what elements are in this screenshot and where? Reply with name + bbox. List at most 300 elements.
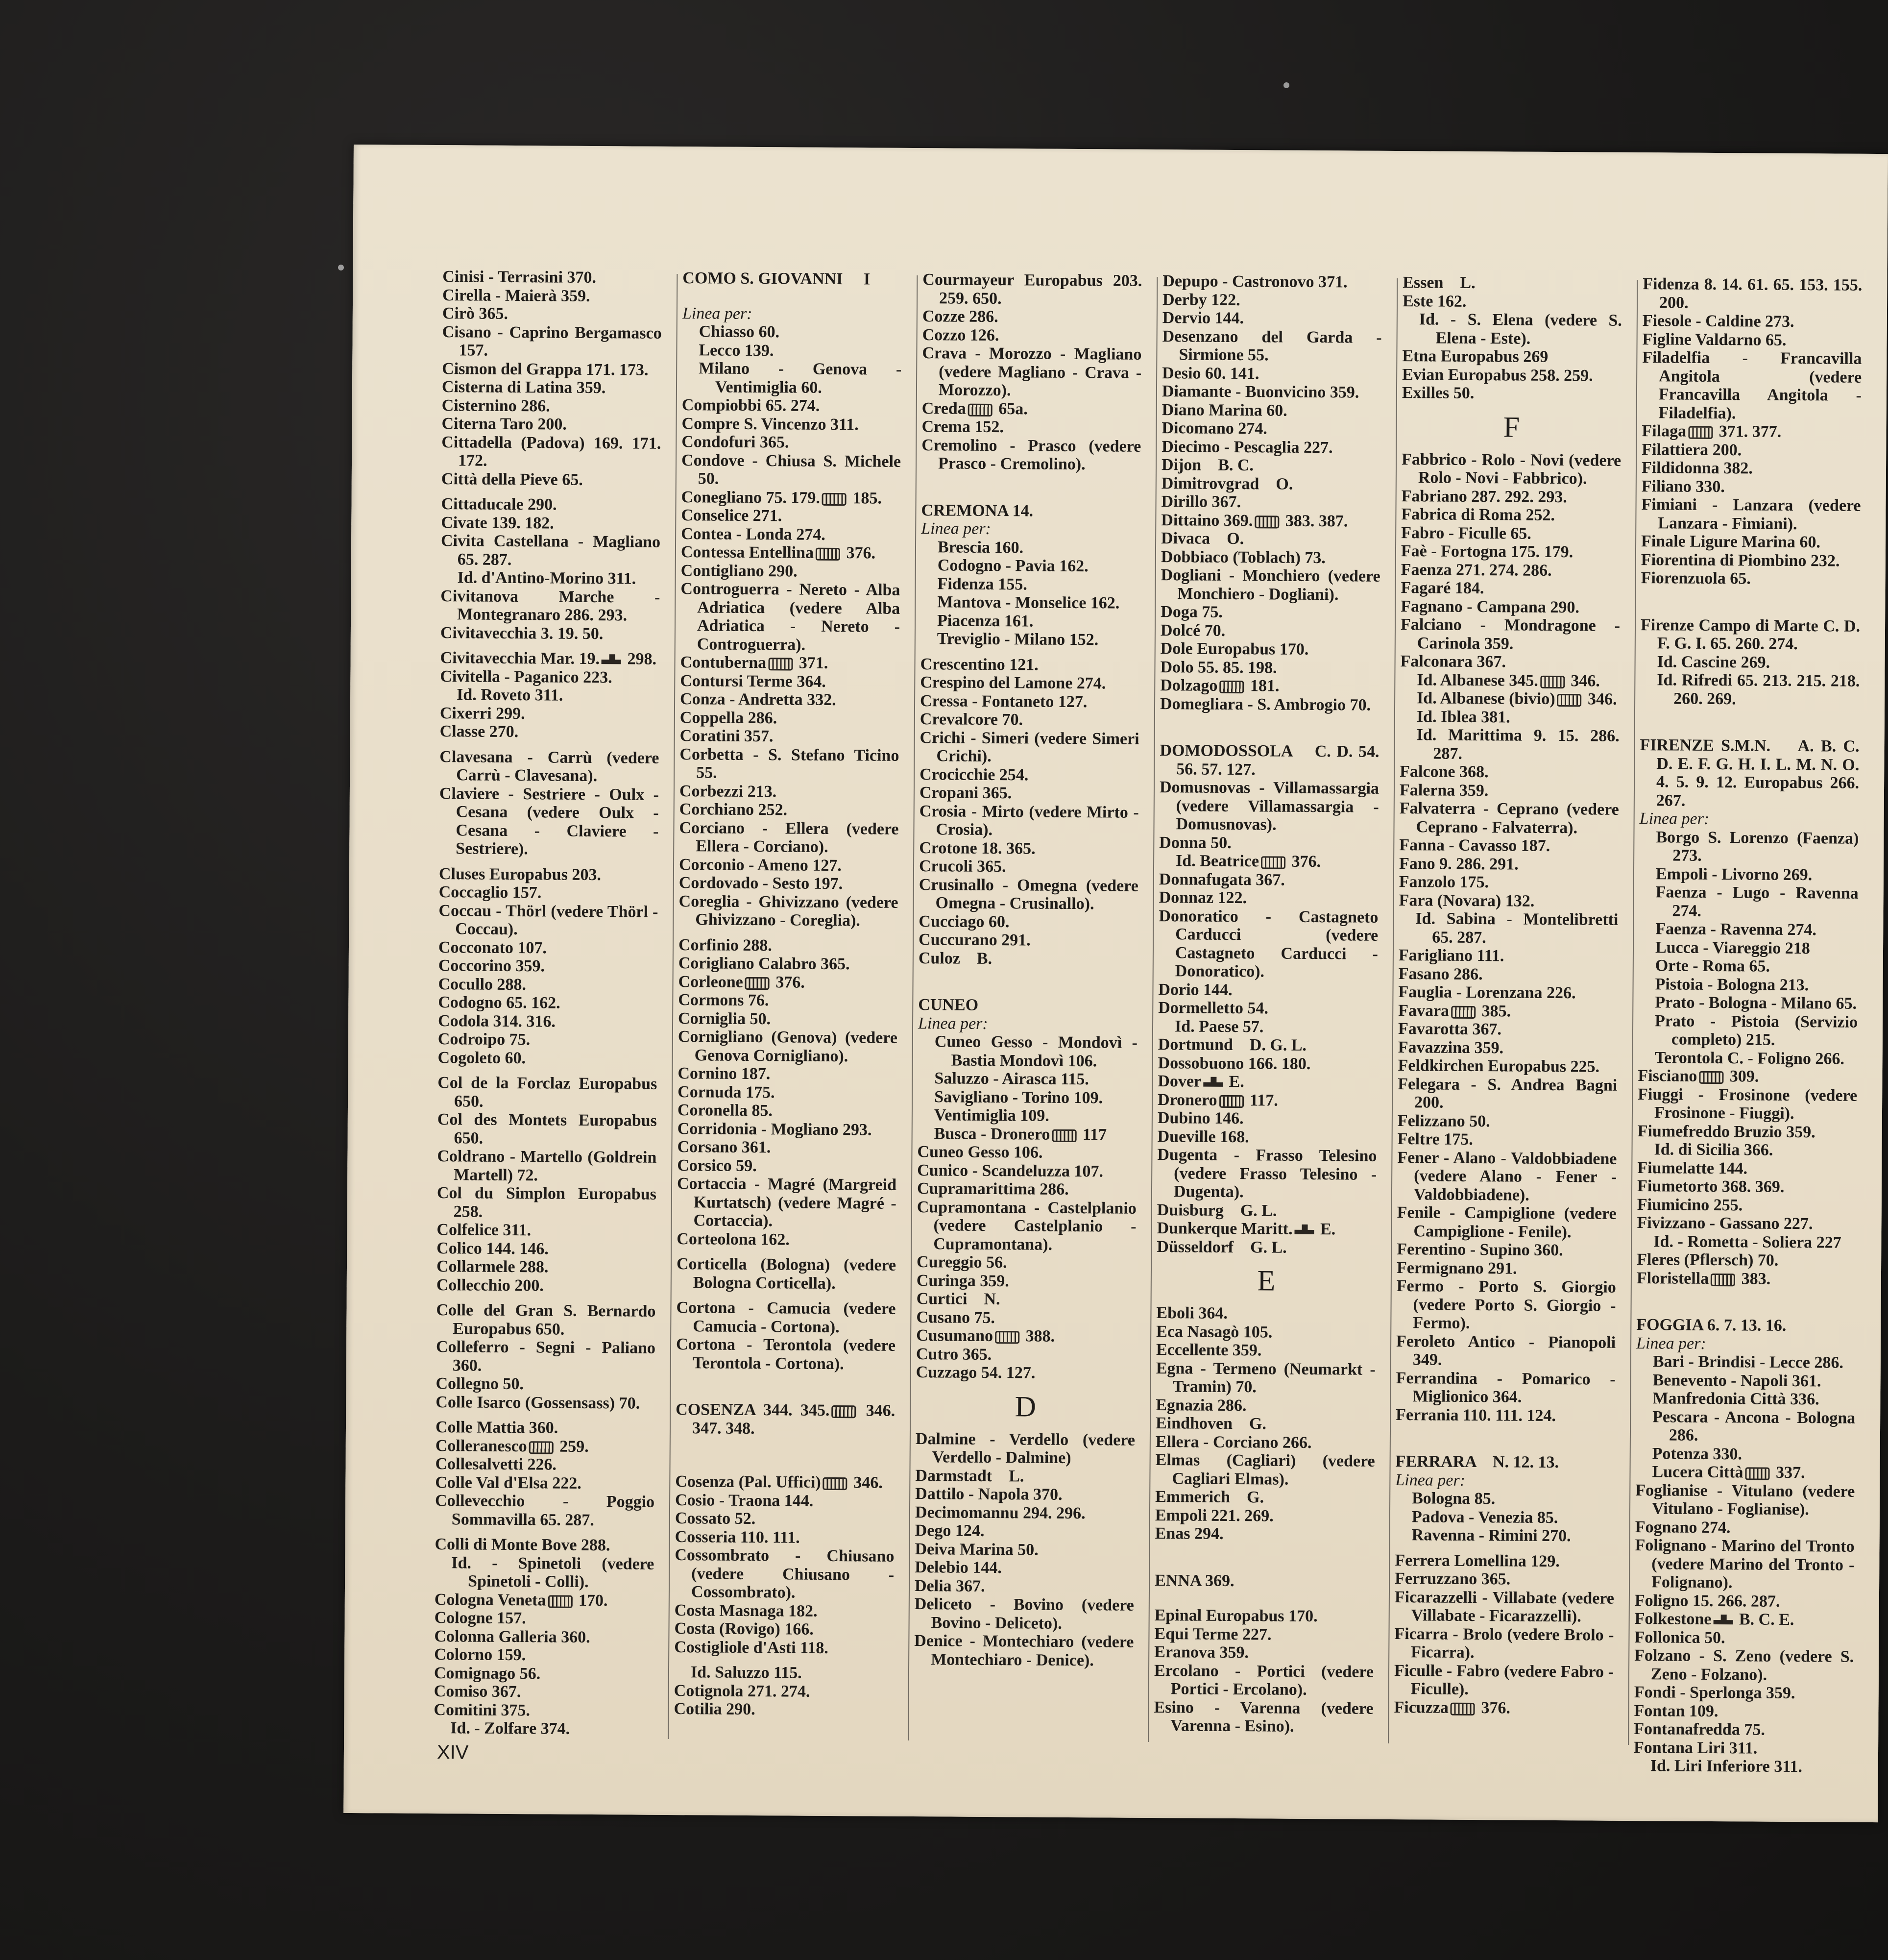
entry-text: Ventimiglia 109.	[934, 1106, 1049, 1125]
entry-text: Milano - Genova - Ventimiglia 60.	[699, 359, 906, 397]
bus-icon	[1219, 681, 1244, 693]
entry-text: Fontan 109.	[1634, 1701, 1719, 1720]
index-entry	[1639, 920, 1858, 939]
entry-text: Cuccurano 291.	[918, 931, 1031, 950]
index-entry	[920, 655, 1139, 675]
index-entry	[438, 975, 657, 995]
bus-icon	[1557, 694, 1581, 707]
entry-text: Dover	[1158, 1072, 1202, 1091]
bus-icon	[831, 1405, 856, 1418]
index-entry	[1159, 870, 1379, 890]
entry-text: Piacenza 161.	[937, 611, 1034, 630]
index-entry	[434, 1701, 653, 1720]
entry-text: Fabbrico - Rolo - Novi (vedere Rolo - Novi - Fabbrico).	[1402, 450, 1625, 488]
index-entry	[917, 1253, 1136, 1273]
entry-text: Mantova - Monselice 162.	[937, 593, 1120, 612]
index-entry	[1635, 1481, 1859, 1519]
index-entry	[435, 1455, 654, 1474]
index-entry	[439, 865, 658, 884]
index-entry	[442, 268, 662, 287]
entry-text: Cocconato 107.	[438, 938, 547, 957]
entry-text: Folzano - S. Zeno (vedere S. Zeno - Folzano).	[1634, 1646, 1858, 1684]
index-entry	[918, 1069, 1137, 1089]
entry-text: Treviglio - Milano 152.	[937, 630, 1099, 649]
index-entry	[439, 747, 663, 786]
entry-text: Padova - Venezia 85.	[1411, 1507, 1558, 1527]
index-entry	[1156, 1396, 1375, 1416]
index-entry	[1637, 1159, 1857, 1178]
index-entry	[920, 673, 1139, 693]
index-entry	[438, 901, 663, 940]
entry-text: Corbezzi 213.	[679, 782, 777, 801]
index-entry	[1159, 906, 1383, 982]
entry-text: Crotone 18. 365.	[919, 838, 1036, 858]
entry-text: Pescara - Ancona - Bologna 286.	[1652, 1407, 1860, 1445]
entry-text: Collarmele 288.	[436, 1257, 549, 1276]
entry-tail: 65a.	[994, 399, 1028, 418]
index-entry	[1642, 459, 1861, 478]
entry-text: Contursi Terme 364.	[680, 671, 826, 691]
index-entry	[1394, 1661, 1618, 1700]
index-entry	[1640, 671, 1864, 709]
index-entry	[441, 470, 661, 490]
line-label	[918, 1014, 1138, 1034]
entry-text: Colle Val d'Elsa 222.	[435, 1473, 581, 1493]
entry-text: Bologna 85.	[1412, 1489, 1496, 1508]
entry-text: Cisterna di Latina 359.	[441, 378, 606, 397]
entry-text: Cogoleto 60.	[437, 1048, 526, 1067]
entry-text: Filadelfia - Francavilla Angitola (vedere Francavilla Angitola - Filadelfia).	[1642, 348, 1866, 422]
index-entry	[919, 912, 1138, 932]
entry-text: Doga 75.	[1161, 603, 1223, 621]
ship-icon	[1294, 1224, 1314, 1237]
entry-text: Este 162.	[1402, 292, 1467, 311]
index-entry	[1642, 441, 1861, 460]
entry-text: Faè - Fortogna 175. 179.	[1401, 542, 1573, 562]
index-entry	[915, 1503, 1135, 1523]
entry-text: Dalmine - Verdello (vedere Verdello - Dalmine)	[915, 1429, 1139, 1467]
entry-text: Brescia 160.	[937, 538, 1024, 557]
entry-text: Crichi - Simeri (vedere Simeri Crichi).	[920, 728, 1144, 765]
index-entry	[1397, 1240, 1616, 1260]
section-letter: E	[1257, 1264, 1276, 1297]
index-entry	[1396, 1406, 1615, 1425]
entry-text: Comitini 375.	[434, 1700, 531, 1719]
entry-text: Città della Pieve 65.	[441, 469, 583, 489]
page-number: XIV	[436, 1741, 469, 1764]
entry-text: Fidenza 155.	[937, 574, 1027, 593]
index-entry	[1162, 272, 1382, 292]
entry-text: Cunico - Scandeluzza 107.	[917, 1161, 1104, 1180]
entry-text: Fauglia - Lorenzana 226.	[1398, 983, 1576, 1003]
index-entry	[1158, 980, 1378, 1000]
entry-text: Cortona - Terontola (vedere Terontola - Cortona).	[676, 1335, 900, 1373]
index-entry	[919, 931, 1138, 950]
entry-tail: 309.	[1725, 1067, 1759, 1086]
entry-text: Cucciago 60.	[919, 912, 1010, 931]
index-entry	[434, 1627, 654, 1647]
index-entry	[1402, 487, 1621, 507]
index-entry	[674, 1700, 893, 1719]
index-entry	[1399, 873, 1619, 892]
entry-text: Fabriano 287. 292. 293.	[1401, 487, 1567, 506]
index-entry	[1157, 1201, 1377, 1221]
entry-text: Id. Rifredi 65. 213. 215. 218. 260. 269.	[1657, 671, 1864, 708]
entry-text: Cornuda 175.	[678, 1082, 775, 1102]
entry-text: Cisternino 286.	[441, 396, 550, 415]
entry-text: Fleres (Pflersch) 70.	[1637, 1250, 1779, 1270]
entry-text: Clavesana - Carrù (vedere Carrù - Clavesana).	[439, 747, 663, 785]
entry-tail: 170.	[574, 1591, 608, 1610]
entry-text: Id. - Rometta - Soliera 227	[1653, 1232, 1841, 1252]
index-entry	[1155, 1451, 1380, 1489]
entry-text: Cusano 75.	[916, 1308, 995, 1327]
index-entry	[681, 543, 900, 563]
entry-text: Cuzzago 54. 127.	[916, 1363, 1036, 1382]
index-entry	[1395, 1551, 1614, 1571]
index-entry	[676, 1335, 900, 1373]
entry-text: Fognano 274.	[1635, 1518, 1731, 1537]
entry-text: Dossobuono 166. 180.	[1158, 1054, 1311, 1073]
entry-text: Coldrano - Martello (Goldrein Martell) 72.	[437, 1147, 661, 1184]
entry-text: Cutro 365.	[916, 1345, 992, 1364]
entry-tail: 376.	[771, 973, 805, 992]
index-entry	[440, 587, 664, 625]
entry-tail: 298.	[623, 650, 657, 668]
entry-text: Id. Beatrice	[1175, 852, 1259, 871]
entry-text: Costa (Rovigo) 166.	[674, 1619, 814, 1639]
entry-text: Corsano 361.	[677, 1138, 771, 1157]
index-entry	[439, 784, 663, 859]
entry-text: Felizzano 50.	[1397, 1111, 1490, 1130]
index-entry	[1639, 956, 1858, 976]
entry-text: Düsseldorf G. L.	[1157, 1237, 1287, 1257]
entry-text: Desenzano del Garda - Sirmione 55.	[1162, 327, 1386, 365]
index-entry	[677, 1230, 896, 1250]
index-entry	[1400, 671, 1620, 690]
index-entry	[1397, 1148, 1622, 1205]
section-letter: D	[1015, 1390, 1037, 1423]
entry-text: Crucoli 365.	[919, 857, 1006, 876]
entry-text: Crema 152.	[921, 417, 1004, 437]
entry-text: Decimomannu 294. 296.	[915, 1503, 1086, 1522]
entry-tail: E.	[1316, 1220, 1336, 1239]
station-heading	[918, 996, 1138, 1015]
entry-tail: 383. 387.	[1281, 512, 1348, 530]
index-entry	[678, 1028, 902, 1066]
entry-text: Ficarazzelli - Villabate (vedere Villabate - Ficarazzelli).	[1394, 1588, 1618, 1626]
entry-text: Collecchio 200.	[436, 1275, 544, 1295]
index-entry	[1156, 1359, 1380, 1397]
entry-text: Fontanafredda 75.	[1634, 1720, 1766, 1739]
entry-text: Id. di Sicilia 366.	[1654, 1140, 1773, 1159]
entry-text: Codola 314. 316.	[437, 1011, 556, 1031]
entry-tail: 346.	[1566, 671, 1600, 690]
index-entry	[1155, 1488, 1375, 1507]
index-entry	[1635, 1592, 1854, 1611]
bus-icon	[1451, 1702, 1475, 1715]
entry-text: Folkestone	[1634, 1610, 1712, 1628]
index-entry	[679, 745, 904, 784]
entry-text: Controguerra - Nereto - Alba Adriatica (vedere Alba Adriatica - Nereto - Controguerra).	[680, 580, 904, 654]
entry-text: Fara (Novara) 132.	[1399, 891, 1535, 910]
entry-text: Fenile - Campiglione (vedere Campiglione - Fenile).	[1397, 1203, 1621, 1241]
index-entry	[1398, 1002, 1618, 1021]
entry-text: ENNA 369.	[1155, 1571, 1234, 1590]
entry-text: Cisano - Caprino Bergamasco 157.	[442, 322, 666, 360]
index-entry	[1634, 1702, 1853, 1721]
entry-text: Derby 122.	[1162, 290, 1240, 309]
bus-icon	[816, 548, 840, 561]
index-entry	[1398, 1038, 1618, 1058]
entry-text: Cosseria 110. 111.	[675, 1527, 800, 1547]
index-entry	[1162, 364, 1381, 384]
index-entry	[1397, 1203, 1621, 1242]
entry-text: Bari - Brindisi - Lecce 286.	[1652, 1352, 1844, 1372]
entry-text: Foglianise - Vitulano (vedere Vitulano - Foglianise).	[1635, 1481, 1859, 1519]
index-entry	[1158, 1127, 1377, 1147]
index-entry	[1400, 615, 1624, 654]
entry-text: Cirella - Maierà 359.	[442, 286, 590, 305]
index-entry	[436, 1301, 660, 1339]
entry-text: Coccau - Thörl (vedere Thörl - Coccau).	[438, 901, 663, 939]
index-entry	[682, 359, 906, 397]
entry-text: Domegliara - S. Ambrogio 70.	[1160, 694, 1371, 714]
entry-text: Floristella	[1636, 1269, 1709, 1288]
entry-text: Condove - Chiusa S. Michele 50.	[681, 451, 905, 488]
ship-icon	[1713, 1614, 1733, 1627]
entry-text: Dortmund D. G. L.	[1158, 1035, 1307, 1054]
index-entry	[1157, 1146, 1381, 1202]
entry-text: Dattilo - Napola 370.	[915, 1485, 1063, 1504]
index-entry	[1399, 909, 1622, 948]
entry-text: Civate 139. 182.	[441, 513, 554, 533]
index-entry	[1154, 1698, 1378, 1737]
index-entry	[1398, 1112, 1617, 1131]
entry-text: Cordovado - Sesto 197.	[678, 874, 843, 893]
entry-text: Empoli 221. 269.	[1155, 1506, 1274, 1525]
index-entry	[436, 1374, 655, 1394]
entry-text: Borgo S. Lorenzo (Faenza) 273.	[1656, 828, 1864, 865]
index-entry	[675, 1528, 895, 1547]
index-entry	[1643, 312, 1862, 331]
entry-text: Codroipo 75.	[437, 1030, 531, 1049]
index-entry	[1159, 778, 1383, 834]
bus-icon	[1052, 1129, 1076, 1142]
index-entry	[681, 525, 900, 544]
index-entry	[1634, 1757, 1853, 1776]
entry-text: Dervio 144.	[1162, 309, 1244, 328]
index-entry	[1401, 597, 1620, 617]
index-entry	[1638, 1122, 1857, 1142]
entry-text: Corconio - Ameno 127.	[678, 855, 842, 875]
index-entry	[1154, 1661, 1378, 1700]
entry-text: Deliceto - Bovino (vedere Bovino - Deliceto).	[914, 1595, 1138, 1633]
entry-text: Dolo 55. 85. 198.	[1160, 658, 1277, 677]
entry-text: Cologna Veneta	[434, 1590, 546, 1609]
entry-text: Delebio 144.	[915, 1558, 1002, 1577]
index-entry	[680, 653, 899, 673]
bus-icon	[995, 1331, 1019, 1344]
entry-text: Creda	[921, 399, 966, 418]
index-entry	[1638, 1011, 1862, 1050]
index-entry	[1157, 1238, 1376, 1257]
index-entry	[442, 378, 661, 397]
entry-text: Fermignano 291.	[1396, 1258, 1517, 1278]
index-entry	[680, 672, 899, 691]
entry-text: Dittaino 369.	[1161, 511, 1253, 530]
entry-text: Cluses Europabus 203.	[438, 864, 602, 884]
entry-text: Terontola C. - Foligno 266.	[1654, 1048, 1845, 1068]
index-entry	[1634, 1683, 1854, 1703]
index-entry	[915, 1521, 1135, 1541]
entry-text: Coppella 286.	[679, 708, 777, 727]
index-entry	[1641, 532, 1861, 552]
entry-text: Falciano - Mondragone - Carinola 359.	[1400, 615, 1624, 653]
index-entry	[679, 874, 898, 893]
entry-text: Cuneo Gesso 106.	[917, 1143, 1043, 1162]
entry-text: Linea per:	[921, 519, 991, 538]
index-entry	[678, 1120, 897, 1139]
index-entry	[439, 883, 658, 903]
entry-text: Corridonia - Mogliano 293.	[677, 1119, 872, 1139]
station-heading	[921, 501, 1140, 521]
spacer	[921, 473, 1141, 503]
index-entry	[1394, 1624, 1619, 1663]
index-entry	[917, 1290, 1136, 1309]
index-entry	[1156, 1414, 1375, 1434]
entry-text: Eccellente 359.	[1156, 1341, 1262, 1360]
spacer	[1641, 588, 1860, 617]
index-entry	[920, 630, 1140, 649]
index-entry	[440, 532, 665, 570]
entry-text: Felegara - S. Andrea Bagni 200.	[1398, 1075, 1622, 1112]
index-entry	[918, 1106, 1137, 1126]
entry-text: Enas 294.	[1155, 1524, 1224, 1543]
entry-text: Colleferro - Segni - Paliano 360.	[436, 1338, 660, 1375]
entry-text: Busca - Dronero	[934, 1124, 1050, 1144]
entry-text: Egna - Termeno (Neumarkt - Tramin) 70.	[1156, 1359, 1380, 1396]
entry-text: Id. - S. Elena (vedere S. Elena - Este).	[1419, 310, 1626, 348]
line-label	[1636, 1334, 1856, 1354]
index-entry	[1161, 639, 1380, 659]
entry-text: Cupramontana - Castelplanio (vedere Castelplanio - Cupramontana).	[917, 1198, 1141, 1254]
entry-text: Evian Europabus 258. 259.	[1402, 365, 1593, 385]
entry-text: Fermo - Porto S. Giorgio (vedere Porto S. Giorgio - Fermo).	[1396, 1277, 1621, 1332]
index-entry	[675, 1509, 895, 1529]
index-entry	[1398, 1056, 1617, 1076]
entry-text: Ravenna - Rimini 270.	[1411, 1526, 1571, 1545]
index-entry	[921, 436, 1145, 474]
index-entry	[682, 341, 901, 361]
index-entry	[1158, 1072, 1377, 1092]
index-entry	[438, 993, 657, 1013]
index-entry	[681, 506, 900, 526]
entry-text: Fabrica di Roma 252.	[1401, 505, 1555, 524]
index-entry	[434, 1645, 654, 1665]
index-entry	[1402, 384, 1622, 403]
index-entry	[675, 1491, 895, 1511]
entry-text: Id. - Spinetoli (vedere Spinetoli - Colli).	[451, 1553, 658, 1591]
entry-text: Falvaterra - Ceprano (vedere Ceprano - Falvaterra).	[1399, 799, 1623, 837]
index-entry	[1399, 836, 1619, 856]
index-entry	[681, 488, 901, 508]
index-entry	[1398, 1130, 1617, 1150]
index-entry	[917, 1198, 1141, 1254]
entry-text: Id. Sabina - Montelibretti 65. 287.	[1415, 909, 1622, 947]
entry-text: Eindhoven G.	[1155, 1414, 1267, 1433]
index-entry	[682, 322, 902, 342]
entry-text: Curtici N.	[916, 1290, 1000, 1309]
index-entry	[440, 722, 659, 742]
entry-text: Corleone	[678, 972, 743, 991]
entry-text: Dubino 146.	[1157, 1109, 1244, 1128]
entry-tail: 346. 347. 348.	[692, 1401, 899, 1438]
entry-text: Favara	[1398, 1001, 1450, 1020]
index-entry	[1635, 1610, 1854, 1629]
entry-text: Fasano 286.	[1398, 964, 1483, 983]
index-entry	[1638, 993, 1858, 1013]
spacer	[1155, 1543, 1374, 1573]
entry-text: Cocullo 288.	[438, 975, 527, 994]
entry-text: Dolcé 70.	[1160, 621, 1226, 640]
index-entry	[915, 1485, 1135, 1504]
entry-text: Cirò 365.	[442, 304, 508, 323]
index-entry	[677, 1175, 901, 1231]
entry-text: Codogno 65. 162.	[438, 993, 560, 1012]
index-entry	[440, 649, 659, 668]
index-entry	[916, 1308, 1136, 1328]
entry-text: Colli di Monte Bove 288.	[435, 1535, 610, 1555]
entry-text: Dobbiaco (Toblach) 73.	[1161, 547, 1326, 567]
entry-text: Exilles 50.	[1402, 384, 1475, 402]
index-column-3	[914, 270, 1146, 1747]
entry-text: Emmerich G.	[1155, 1488, 1264, 1507]
index-entry	[1396, 1369, 1620, 1407]
index-entry	[1395, 1526, 1615, 1545]
entry-text: Colleranesco	[435, 1436, 527, 1455]
station-heading	[676, 1400, 899, 1439]
entry-text: Crevalcore 70.	[920, 710, 1023, 729]
entry-text: Donnaz 122.	[1159, 888, 1247, 907]
spacer	[1636, 1287, 1856, 1317]
entry-text: Civita Castellana - Magliano 65. 287.	[440, 532, 665, 569]
entry-text: Corniglia 50.	[678, 1009, 771, 1028]
entry-text: Fanzolo 175.	[1399, 873, 1489, 892]
index-entry	[438, 1012, 657, 1031]
entry-text: Cologne 157.	[434, 1609, 526, 1628]
index-entry	[436, 1418, 655, 1438]
entry-text: Filiano 330.	[1641, 477, 1725, 496]
entry-text: Corfinio 288.	[678, 935, 772, 955]
spacer	[918, 967, 1138, 997]
entry-text: Fiumicino 255.	[1637, 1195, 1743, 1214]
entry-text: Colfelice 311.	[436, 1221, 532, 1240]
entry-text: Folignano - Marino del Tronto (vedere Marino del Tronto - Folignano).	[1635, 1536, 1859, 1592]
index-entry	[919, 839, 1138, 858]
entry-text: Diano Marina 60.	[1162, 400, 1287, 420]
entry-text: Fabro - Ficulle 65.	[1401, 523, 1531, 543]
entry-text: Falconara 367.	[1400, 652, 1506, 671]
entry-text: Filattiera 200.	[1642, 440, 1742, 459]
entry-text: Coratini 357.	[679, 727, 774, 746]
entry-text: Cixerri 299.	[439, 704, 525, 723]
index-entry	[1162, 474, 1381, 494]
index-entry	[1156, 1304, 1376, 1323]
spacer	[1160, 713, 1380, 743]
index-column-1	[434, 268, 666, 1744]
bus-icon	[1261, 857, 1285, 869]
